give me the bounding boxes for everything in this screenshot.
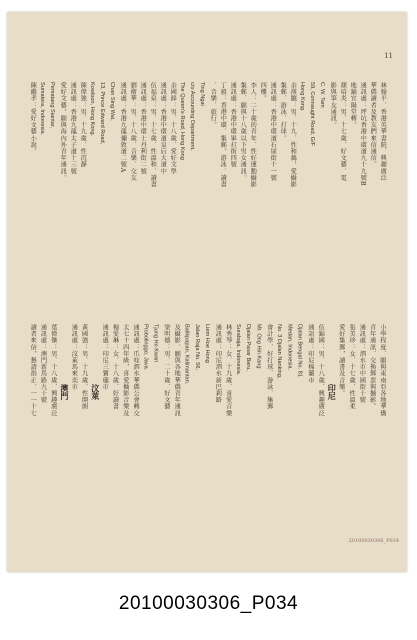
column-text: 余漢鑣：男．十九．性和藹，愛攝影 [289, 82, 297, 188]
column-text: 張美珍：女．十七歲．性溫柔 [348, 324, 356, 410]
column-text: 通訊處：印尼泗水新巴剎路 [214, 324, 222, 404]
column-text: 通訊處：香港中環道皇后大道中 [159, 82, 167, 175]
column-text: 通訊處：香港九龍太子道十三號 [69, 82, 77, 175]
column-text: 楊愛琳：女．十八歲．好讀書 [111, 324, 119, 410]
column-text: 地舖宜陽堂轉。 [349, 82, 357, 129]
column-text: 集郵．願與十八歲以下男女通訊。 [239, 82, 247, 181]
column-text: 通訊處：印尼三寶瓏市 [101, 324, 109, 390]
page-number: 11 [384, 52, 393, 60]
column-text: 通訊處：香港中環士丹利街二號 [139, 82, 147, 175]
section-heading: 澳門 [59, 384, 70, 400]
column-text: 梁明德：男．二十歲．好文藝 [162, 324, 170, 410]
column-text: No. 3 Djalan Nanking, [276, 324, 283, 379]
section-heading: 印尼 [327, 384, 338, 400]
column-text: 四樓。 [259, 82, 267, 102]
column-text: 通訊處：香港九龍彌敦道二號A [119, 82, 127, 173]
column-text: 讀者來信，懇請指正．一一十七 [29, 324, 37, 417]
column-text: 愛好文藝，願與海內外青年通訊。 [59, 82, 67, 181]
column-text: Balikpapan, Kalimantan. [183, 324, 190, 385]
column-text: Medan, Indonesia. [286, 324, 293, 371]
column-text: 愛好集郵，讀書及音樂。 [337, 324, 345, 397]
bottom-text-block [29, 324, 389, 552]
column-text: Hong Kong. [299, 82, 306, 112]
column-text: C. W. Tam [319, 82, 326, 108]
column-text: 黃國強：男．十九歲．性開朗 [80, 324, 88, 410]
column-text: Surabaja, Indonesia. [234, 324, 241, 376]
column-text: Chan Sing Wai, [109, 82, 116, 121]
column-text: 林秀琴：女．十九歲．喜愛音樂 [224, 324, 232, 417]
column-text: 伍福泉：男．十七歲．性溫和．讀書 [149, 82, 157, 188]
column-text: Pematang Siantar, [49, 82, 56, 129]
column-text: Mr. Ong Hin Kang [255, 324, 262, 369]
top-text-block [29, 82, 389, 320]
column-text: Probolinggo, Java. [142, 324, 149, 371]
column-text: Tjung Ho Kwan [152, 324, 159, 363]
column-text: Djalan Pasar Baru, [245, 324, 252, 371]
column-text: 及攝影．願與各地華僑青年通訊 [173, 324, 181, 417]
column-text: 陳繼孝：愛好文藝小說。 [29, 82, 37, 155]
column-text: 59, Connaught Road, G/F [309, 82, 316, 147]
column-text: c/o Accounting Department, [189, 82, 196, 151]
column-text: Liem Hoe Hong [204, 324, 211, 363]
column-text: 影與筆友通訊。 [329, 82, 337, 129]
column-text: 13, Prince Edward Road, [99, 82, 106, 145]
column-text: 通訊處：爪哇泗水華僑公會轉交 [132, 324, 140, 417]
section-heading: 汶萊 [90, 384, 101, 400]
column-text: 伍錦國：男．十八歲．興趣廣泛 [317, 324, 325, 417]
archive-stamp: 20100030306_P034 [348, 538, 399, 544]
column-text: Jalan Raja No. 56, [193, 324, 200, 371]
column-text: 通訊處：坪坑香港中環道九十九號B [359, 82, 367, 186]
column-text: ．音樂．旅行。 [209, 82, 217, 129]
column-text: 集郵．游泳．打球。 [279, 82, 287, 142]
column-text: 林翰平．香港英華書院．興趣廣泛 [379, 82, 387, 181]
column-text: 通訊處：泗水市中國街十號 [358, 324, 366, 404]
text-column [29, 82, 49, 320]
column-text: The Queen's Road, Hong Kong [179, 82, 186, 160]
column-text: Djalan Bengal No. 81 [296, 324, 303, 377]
column-text: 通訊處：香港中環道石屎街十一號 [269, 82, 277, 181]
column-text: Sumatera, Indonesia. [39, 82, 46, 136]
column-text: 小學程度．願與東南亞各地華僑 [378, 324, 386, 417]
column-text: 丁毅：香港中環．集郵，游泳．讀書 [219, 82, 227, 188]
document-page [7, 12, 407, 572]
image-caption: 20100030306_P034 [118, 593, 299, 614]
column-text: 通訊處：澳門新馬路九十號 [39, 324, 47, 404]
column-text: 會計學．好打球．游泳．集郵 [265, 324, 273, 410]
column-text: Ting Ngai [199, 82, 206, 106]
text-column [29, 324, 49, 552]
column-text: 青年通訊．交換郵票與攝影。 [368, 324, 376, 410]
column-text: Kowloon, Hong Kong. [89, 82, 96, 137]
column-text: 太七十四年級，喜愛攝影音樂及 [121, 324, 129, 417]
column-text: 華僑讀者及教友們來信通信。 [369, 82, 377, 168]
column-text: 葉偉傑：男．十八歲．興趣廣泛 [49, 324, 57, 417]
column-text: 余國鋒：男．十八歲．愛好文學 [169, 82, 177, 175]
column-text: 劉衛華：男．十八歲．音樂．交友 [129, 82, 137, 181]
column-text: 通訊處：香港中環畢打街四號 [229, 82, 237, 168]
column-text: 李人：二十歲的青年．性好運動攝影 [249, 82, 257, 188]
column-text: 陳偉強：男．十九歲．性沉靜 [79, 82, 87, 168]
column-text: 顏培炎：男．十七歲．好文藝．電 [339, 82, 347, 181]
column-text: 通訊處：汶萊馬來奕市 [70, 324, 78, 390]
column-text: 通訊處：印尼棉蘭市 [306, 324, 314, 384]
